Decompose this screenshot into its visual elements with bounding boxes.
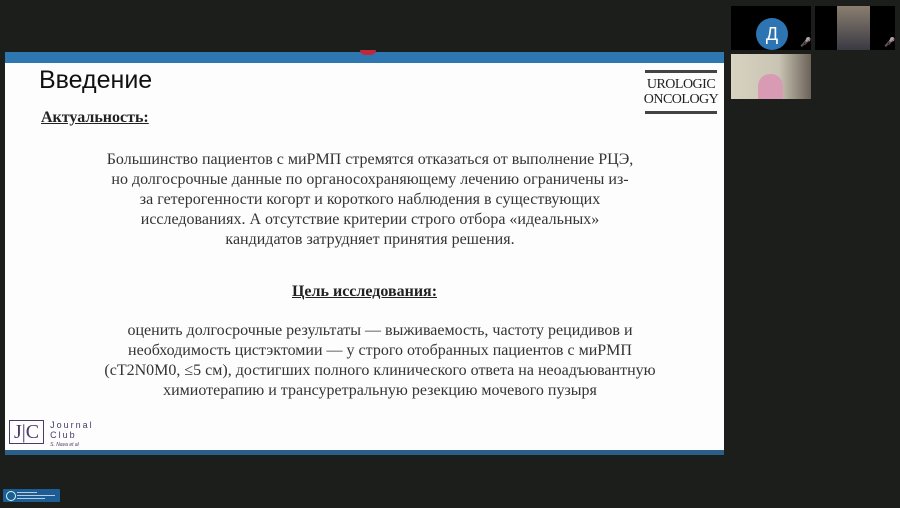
jc-mark: J|C xyxy=(9,420,44,444)
relevance-text: Большинство пациентов с миРМП стремятся отказаться от выполнение РЦЭ, но долгосрочные данные по органосохраняющему лечению ограничены из-за гетерогенности когорт и короткого наблюдения в существующих исследованиях. А отсутствие критерии строго отбора «идеальных» кандидатов затрудняет принятия решения. xyxy=(106,151,634,248)
organization-logo xyxy=(3,489,60,502)
aim-heading: Цель исследования: xyxy=(291,283,438,300)
avatar: Д xyxy=(756,18,788,50)
aim-text: оценить долгосрочные результаты — выживаемость, частоту рецидивов и необходимость цистэктомии — у строго отобранных пациентов с миРМП (cT2N0M0, ≤5 см), достигших полного клинического ответа на неоадъювантную химиотерапию и трансуретральную резекцию мочевого пузыря xyxy=(104,322,656,399)
video-feed xyxy=(837,6,870,50)
mic-muted-icon: 🎤̸ xyxy=(800,38,812,48)
participant-tile-avatar[interactable] xyxy=(731,6,811,50)
jc-line2: Club xyxy=(50,430,77,440)
participant-tile-video[interactable] xyxy=(815,6,895,50)
slide-title: Введение xyxy=(39,66,153,94)
participant-tile-video-2[interactable] xyxy=(731,54,811,99)
journal-club-logo xyxy=(9,420,94,450)
relevance-heading: Актуальность: xyxy=(41,109,149,126)
jc-line1: Journal xyxy=(50,420,94,430)
jc-authors: S. Nava et al xyxy=(50,442,79,448)
logo-line1: UROLOGIC xyxy=(646,77,716,92)
urologic-oncology-logo xyxy=(643,70,719,114)
laser-pointer-mark xyxy=(360,50,376,55)
presentation-slide xyxy=(5,52,724,455)
logo-line2: ONCOLOGY xyxy=(643,92,719,107)
video-feed xyxy=(758,74,783,99)
mic-muted-icon: 🎤̸ xyxy=(884,38,896,48)
